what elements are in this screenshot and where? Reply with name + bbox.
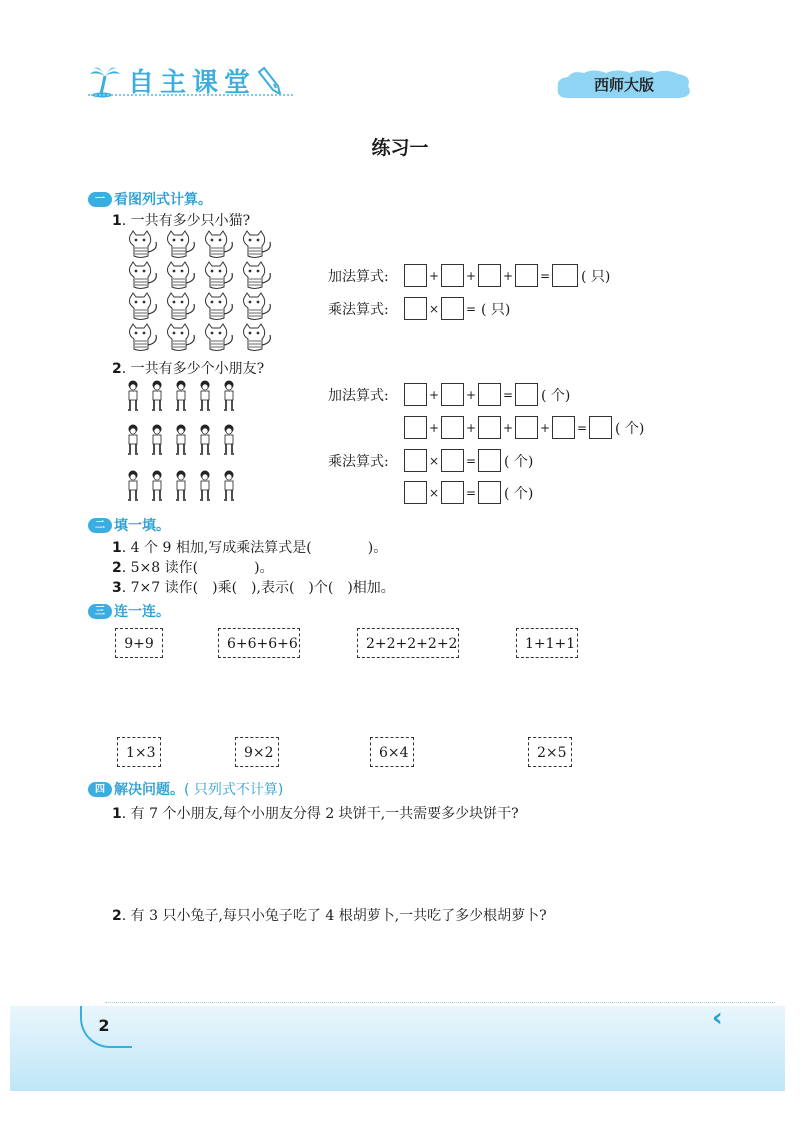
section-title: 看图列式计算。 <box>114 192 212 208</box>
section-subtitle: ( 只列式不计算) <box>184 782 284 798</box>
cat-icon <box>130 262 271 289</box>
section-badge: 三 <box>88 604 112 619</box>
match-card-top[interactable]: 1+1+1 <box>516 628 578 658</box>
section-title: 填一填。 <box>114 518 170 534</box>
answer-box[interactable] <box>478 416 501 439</box>
pencil-icon <box>258 64 284 98</box>
section-title: 连一连。 <box>114 604 170 620</box>
answer-box[interactable] <box>404 383 427 406</box>
answer-box[interactable] <box>552 416 575 439</box>
addition-label: 加法算式: <box>328 268 389 285</box>
section-badge: 二 <box>88 518 112 533</box>
page-title: 练习一 <box>371 137 429 159</box>
match-card-top[interactable]: 6+6+6+6 <box>218 628 300 658</box>
match-card-bottom[interactable]: 9×2 <box>235 737 279 767</box>
answer-box[interactable] <box>404 297 427 320</box>
chevron-left-icon[interactable]: ‹ <box>712 1003 723 1033</box>
q2-addition-row-2: + + + + = ( 个) <box>404 416 644 439</box>
edition-badge <box>554 68 694 102</box>
page-number: 2 <box>98 1016 110 1035</box>
brand-title: 自主课堂 <box>128 68 257 98</box>
cat-icon <box>130 324 271 351</box>
answer-box[interactable] <box>404 264 427 287</box>
match-card-bottom[interactable]: 1×3 <box>117 737 161 767</box>
brand-underline <box>88 94 293 96</box>
answer-box[interactable] <box>441 383 464 406</box>
answer-box[interactable] <box>441 264 464 287</box>
addition-label: 加法算式: <box>328 387 389 404</box>
answer-box[interactable] <box>478 449 501 472</box>
answer-box[interactable] <box>552 264 578 287</box>
match-card-bottom[interactable]: 2×5 <box>528 737 572 767</box>
section-badge: 一 <box>88 192 112 207</box>
question-1-1: 1. 一共有多少只小猫? <box>112 213 251 229</box>
answer-box[interactable] <box>478 383 501 406</box>
cat-icon <box>130 293 271 320</box>
match-card-bottom[interactable]: 6×4 <box>370 737 414 767</box>
answer-box[interactable] <box>441 297 464 320</box>
answer-box[interactable] <box>404 449 427 472</box>
answer-box[interactable] <box>441 416 464 439</box>
fill-item-3: 3. 7×7 读作( )乘( ),表示( )个( )相加。 <box>112 580 395 596</box>
section-3-heading <box>88 601 170 621</box>
section-2-heading <box>88 515 170 535</box>
multiplication-label: 乘法算式: <box>328 453 389 470</box>
section-title: 解决问题。 <box>114 782 184 798</box>
section-1-heading <box>88 189 212 209</box>
answer-box[interactable] <box>478 264 501 287</box>
problem-2: 2. 有 3 只小兔子,每只小兔子吃了 4 根胡萝卜,一共吃了多少根胡萝卜? <box>112 908 547 924</box>
answer-box[interactable] <box>404 481 427 504</box>
q2-multiplication-row-2: × = ( 个) <box>404 481 533 504</box>
cat-icon <box>130 231 271 258</box>
question-1-2: 2. 一共有多少个小朋友? <box>112 361 265 377</box>
answer-box[interactable] <box>515 383 538 406</box>
multiplication-label: 乘法算式: <box>328 301 389 318</box>
answer-box[interactable] <box>441 449 464 472</box>
q2-multiplication-row: 乘法算式: × = ( 个) <box>328 449 533 472</box>
cats-illustration <box>124 230 284 352</box>
answer-box[interactable] <box>515 264 538 287</box>
problem-1: 1. 有 7 个小朋友,每个小朋友分得 2 块饼干,一共需要多少块饼干? <box>112 806 519 822</box>
answer-box[interactable] <box>589 416 612 439</box>
edition-label: 西师大版 <box>593 76 654 94</box>
q1-multiplication-row: 乘法算式: × = ( 只) <box>328 297 510 320</box>
q1-addition-row: 加法算式: + + + = ( 只) <box>328 264 610 287</box>
child-icon <box>128 471 234 501</box>
answer-box[interactable] <box>441 481 464 504</box>
child-icon <box>128 381 234 411</box>
q2-addition-row: 加法算式: + + = ( 个) <box>328 383 570 406</box>
fill-item-2: 2. 5×8 读作( )。 <box>112 560 274 576</box>
answer-box[interactable] <box>404 416 427 439</box>
section-badge: 四 <box>88 782 112 797</box>
match-card-top[interactable]: 9+9 <box>115 628 163 658</box>
answer-box[interactable] <box>478 481 501 504</box>
palm-tree-icon <box>88 64 122 98</box>
section-4-heading <box>88 779 283 799</box>
answer-box[interactable] <box>515 416 538 439</box>
match-card-top[interactable]: 2+2+2+2+2 <box>357 628 459 658</box>
child-icon <box>128 425 234 455</box>
footer-divider <box>105 1002 775 1003</box>
fill-item-1: 1. 4 个 9 相加,写成乘法算式是( )。 <box>112 540 388 556</box>
children-illustration <box>124 378 246 508</box>
